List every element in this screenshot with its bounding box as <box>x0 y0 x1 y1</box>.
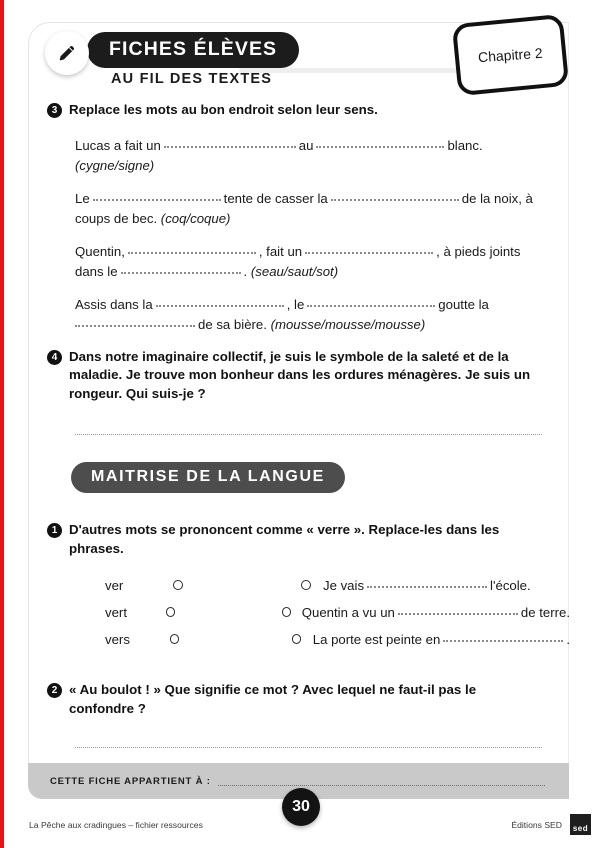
match-circle-left[interactable] <box>173 580 183 590</box>
phrase-after: l'école. <box>490 577 531 593</box>
blank-field[interactable] <box>307 305 435 307</box>
sentence-part: , fait un <box>258 243 303 259</box>
exercise-number: 3 <box>47 103 62 118</box>
blank-field[interactable] <box>128 252 256 254</box>
phrase-after: de terre. <box>520 604 570 620</box>
exercise-number: 1 <box>47 523 62 538</box>
exercise-3-sentences <box>29 136 570 336</box>
page-subtitle: AU FIL DES TEXTES <box>111 71 273 87</box>
answer-line[interactable] <box>75 434 542 435</box>
sed-logo-text: sed <box>572 824 589 833</box>
match-circle-right[interactable] <box>282 607 291 617</box>
footer-left-credit: La Pêche aux cradingues – fichier ressources <box>29 820 203 830</box>
fill-sentence <box>75 295 542 336</box>
exercise-4-heading <box>29 348 570 405</box>
sentence-part: Le <box>75 190 90 206</box>
matching-row <box>105 572 570 599</box>
sentence-part: tente de casser la <box>223 190 328 206</box>
ml-exercise-2-heading <box>29 681 570 719</box>
matching-list <box>29 572 570 653</box>
exercise-instruction: « Au boulot ! » Que signifie ce mot ? Avec lequel ne faut-il pas le confondre ? <box>69 681 477 716</box>
match-word: vers <box>105 631 130 647</box>
page-number-badge: 30 <box>282 788 320 826</box>
exercise-3-heading <box>29 101 570 120</box>
owner-name-field[interactable] <box>218 777 545 786</box>
sentence-part: au <box>298 137 314 153</box>
sentence-part: . <box>243 264 248 280</box>
page-edge-stripe <box>0 0 4 848</box>
fill-sentence <box>75 136 542 177</box>
phrase-before: Je vais <box>323 577 365 593</box>
match-phrase <box>323 578 531 593</box>
exercise-instruction: D'autres mots se prononcent comme « verre ». Replace-les dans les phrases. <box>69 522 500 556</box>
chapter-tab <box>452 14 569 96</box>
phrase-before: La porte est peinte en <box>312 631 441 647</box>
sed-logo-icon <box>570 814 591 835</box>
blank-field[interactable] <box>331 199 459 201</box>
exercise-number: 4 <box>47 350 62 365</box>
matching-row <box>105 626 570 653</box>
answer-line[interactable] <box>75 747 542 748</box>
worksheet-card <box>28 22 569 782</box>
sentence-part: , le <box>286 296 305 312</box>
matching-row <box>105 599 570 626</box>
blank-field[interactable] <box>75 325 195 327</box>
phrase-after: . <box>566 631 570 647</box>
exercise-number: 2 <box>47 683 62 698</box>
chapter-label: Chapitre 2 <box>477 44 544 66</box>
page-title: FICHES ÉLÈVES <box>87 32 299 68</box>
blank-field[interactable] <box>305 252 433 254</box>
exercise-instruction: Dans notre imaginaire collectif, je suis le symbole de la saleté et de la maladie. Je trouve mon bonheur dans les ordures ménagères. Je suis un rongeur. Qui suis-je ? <box>69 348 531 402</box>
match-circle-left[interactable] <box>170 634 180 644</box>
match-word: ver <box>105 577 124 593</box>
blank-field[interactable] <box>398 613 518 615</box>
word-hint: (seau/saut/sot) <box>250 264 339 280</box>
blank-field[interactable] <box>367 586 487 588</box>
pencil-icon <box>45 31 89 75</box>
ml-exercise-1-heading <box>29 521 570 559</box>
match-circle-right[interactable] <box>292 634 302 644</box>
match-phrase <box>313 632 570 647</box>
sentence-part: goutte la <box>438 296 489 312</box>
sentence-part: , à pieds joints dans le <box>75 243 521 280</box>
word-hint: (cygne/signe) <box>75 158 155 174</box>
match-word: vert <box>105 604 127 620</box>
footer-right-credit: Éditions SED <box>511 820 562 830</box>
blank-field[interactable] <box>443 640 563 642</box>
blank-field[interactable] <box>164 146 296 148</box>
worksheet-header <box>29 23 570 101</box>
word-hint: (mousse/mousse/mousse) <box>270 317 426 333</box>
worksheet-content <box>29 101 570 782</box>
blank-field[interactable] <box>316 146 444 148</box>
word-hint: (coq/coque) <box>160 211 231 227</box>
sentence-part: blanc. <box>447 137 483 153</box>
owner-label: CETTE FICHE APPARTIENT À : <box>50 775 211 787</box>
fill-sentence <box>75 242 542 283</box>
sentence-part: de sa bière. <box>198 317 267 333</box>
exercise-instruction: Replace les mots au bon endroit selon leur sens. <box>69 102 378 117</box>
blank-field[interactable] <box>93 199 221 201</box>
blank-field[interactable] <box>156 305 284 307</box>
match-phrase <box>302 605 570 620</box>
blank-field[interactable] <box>121 272 241 274</box>
match-circle-right[interactable] <box>301 580 311 590</box>
fill-sentence <box>75 189 542 230</box>
phrase-before: Quentin a vu un <box>301 604 395 620</box>
match-circle-left[interactable] <box>166 607 175 617</box>
sentence-part: Quentin, <box>75 243 125 259</box>
sentence-part: Assis dans la <box>75 296 153 312</box>
sentence-part: Lucas a fait un <box>75 137 161 153</box>
sentence-part: de la noix, à coups de bec. <box>75 190 533 227</box>
section-badge: MAITRISE DE LA LANGUE <box>71 462 345 493</box>
